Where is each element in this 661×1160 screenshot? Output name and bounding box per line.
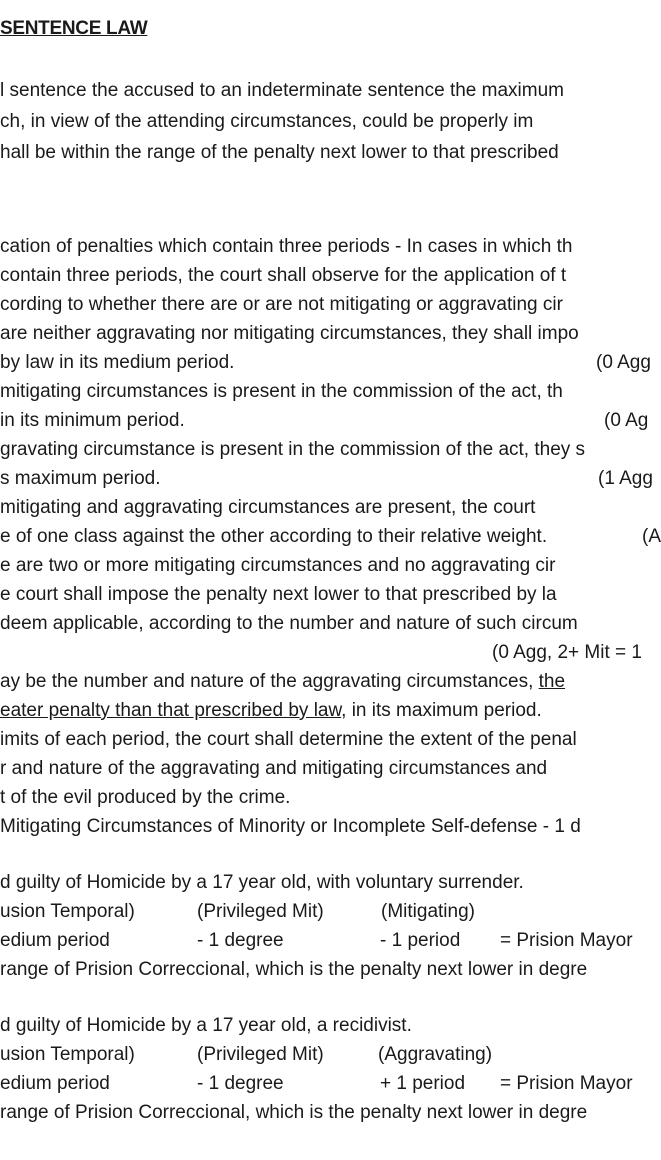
text-line: mitigating and aggravating circumstances are present, the court <box>0 497 536 518</box>
text-span: , in its maximum period. <box>341 700 542 721</box>
example-heading: d guilty of Homicide by a 17 year old, with voluntary surrender. <box>0 872 524 893</box>
example-cell: edium period <box>0 930 110 951</box>
example-cell: edium period <box>0 1073 110 1094</box>
text-line: ch, in view of the attending circumstances, could be properly im <box>0 111 534 132</box>
circumstance-tag: (0 Agg, 2+ Mit = 1 <box>492 642 642 663</box>
text-line: cation of penalties which contain three periods - In cases in which th <box>0 236 573 257</box>
circumstance-tag: (A <box>642 526 661 547</box>
text-line: e of one class against the other according to their relative weight. <box>0 526 548 547</box>
text-line: in its minimum period. <box>0 410 185 431</box>
text-line: hall be within the range of the penalty next lower to that prescribed <box>0 142 559 163</box>
text-line: s maximum period. <box>0 468 161 489</box>
example-cell: = Prision Mayor <box>500 1073 633 1094</box>
example-cell: (Privileged Mit) <box>197 901 324 922</box>
text-line <box>0 671 565 693</box>
text-line: r and nature of the aggravating and mitigating circumstances and <box>0 758 548 779</box>
text-line: e court shall impose the penalty next lower to that prescribed by la <box>0 584 557 605</box>
example-cell: - 1 degree <box>197 930 284 951</box>
text-line: cording to whether there are or are not mitigating or aggravating cir <box>0 294 563 315</box>
example-conclusion: range of Prision Correccional, which is the penalty next lower in degre <box>0 1102 588 1123</box>
text-line: imits of each period, the court shall determine the extent of the penal <box>0 729 577 750</box>
example-cell: usion Temporal) <box>0 901 135 922</box>
example-cell: (Privileged Mit) <box>197 1044 324 1065</box>
circumstance-tag: (0 Agg <box>596 352 651 373</box>
document-title: SENTENCE LAW <box>0 18 148 39</box>
text-line: are neither aggravating nor mitigating circumstances, they shall impo <box>0 323 579 344</box>
text-line: contain three periods, the court shall observe for the application of t <box>0 265 567 286</box>
example-cell: (Mitigating) <box>381 901 475 922</box>
example-conclusion: range of Prision Correccional, which is the penalty next lower in degre <box>0 959 588 980</box>
text-line: by law in its medium period. <box>0 352 235 373</box>
text-line <box>0 700 542 722</box>
underlined-text: the <box>538 671 566 692</box>
example-cell: = Prision Mayor <box>500 930 633 951</box>
text-line: e are two or more mitigating circumstances and no aggravating cir <box>0 555 556 576</box>
example-cell: + 1 period <box>380 1073 466 1094</box>
text-line: deem applicable, according to the number and nature of such circum <box>0 613 578 634</box>
circumstance-tag: (0 Ag <box>604 410 649 431</box>
example-cell: usion Temporal) <box>0 1044 135 1065</box>
text-line: Mitigating Circumstances of Minority or Incomplete Self-defense - 1 d <box>0 816 581 837</box>
example-cell: - 1 period <box>380 930 461 951</box>
example-heading: d guilty of Homicide by a 17 year old, a recidivist. <box>0 1015 412 1036</box>
text-line: gravating circumstance is present in the commission of the act, they s <box>0 439 586 460</box>
underlined-text: eater penalty than that prescribed by law <box>0 700 342 721</box>
text-line: l sentence the accused to an indeterminate sentence the maximum <box>0 80 564 101</box>
example-cell: (Aggravating) <box>378 1044 493 1065</box>
text-span: ay be the number and nature of the aggravating circumstances, <box>0 671 539 692</box>
text-line: mitigating circumstances is present in the commission of the act, th <box>0 381 563 402</box>
circumstance-tag: (1 Agg <box>598 468 653 489</box>
example-cell: - 1 degree <box>197 1073 284 1094</box>
text-line: t of the evil produced by the crime. <box>0 787 291 808</box>
